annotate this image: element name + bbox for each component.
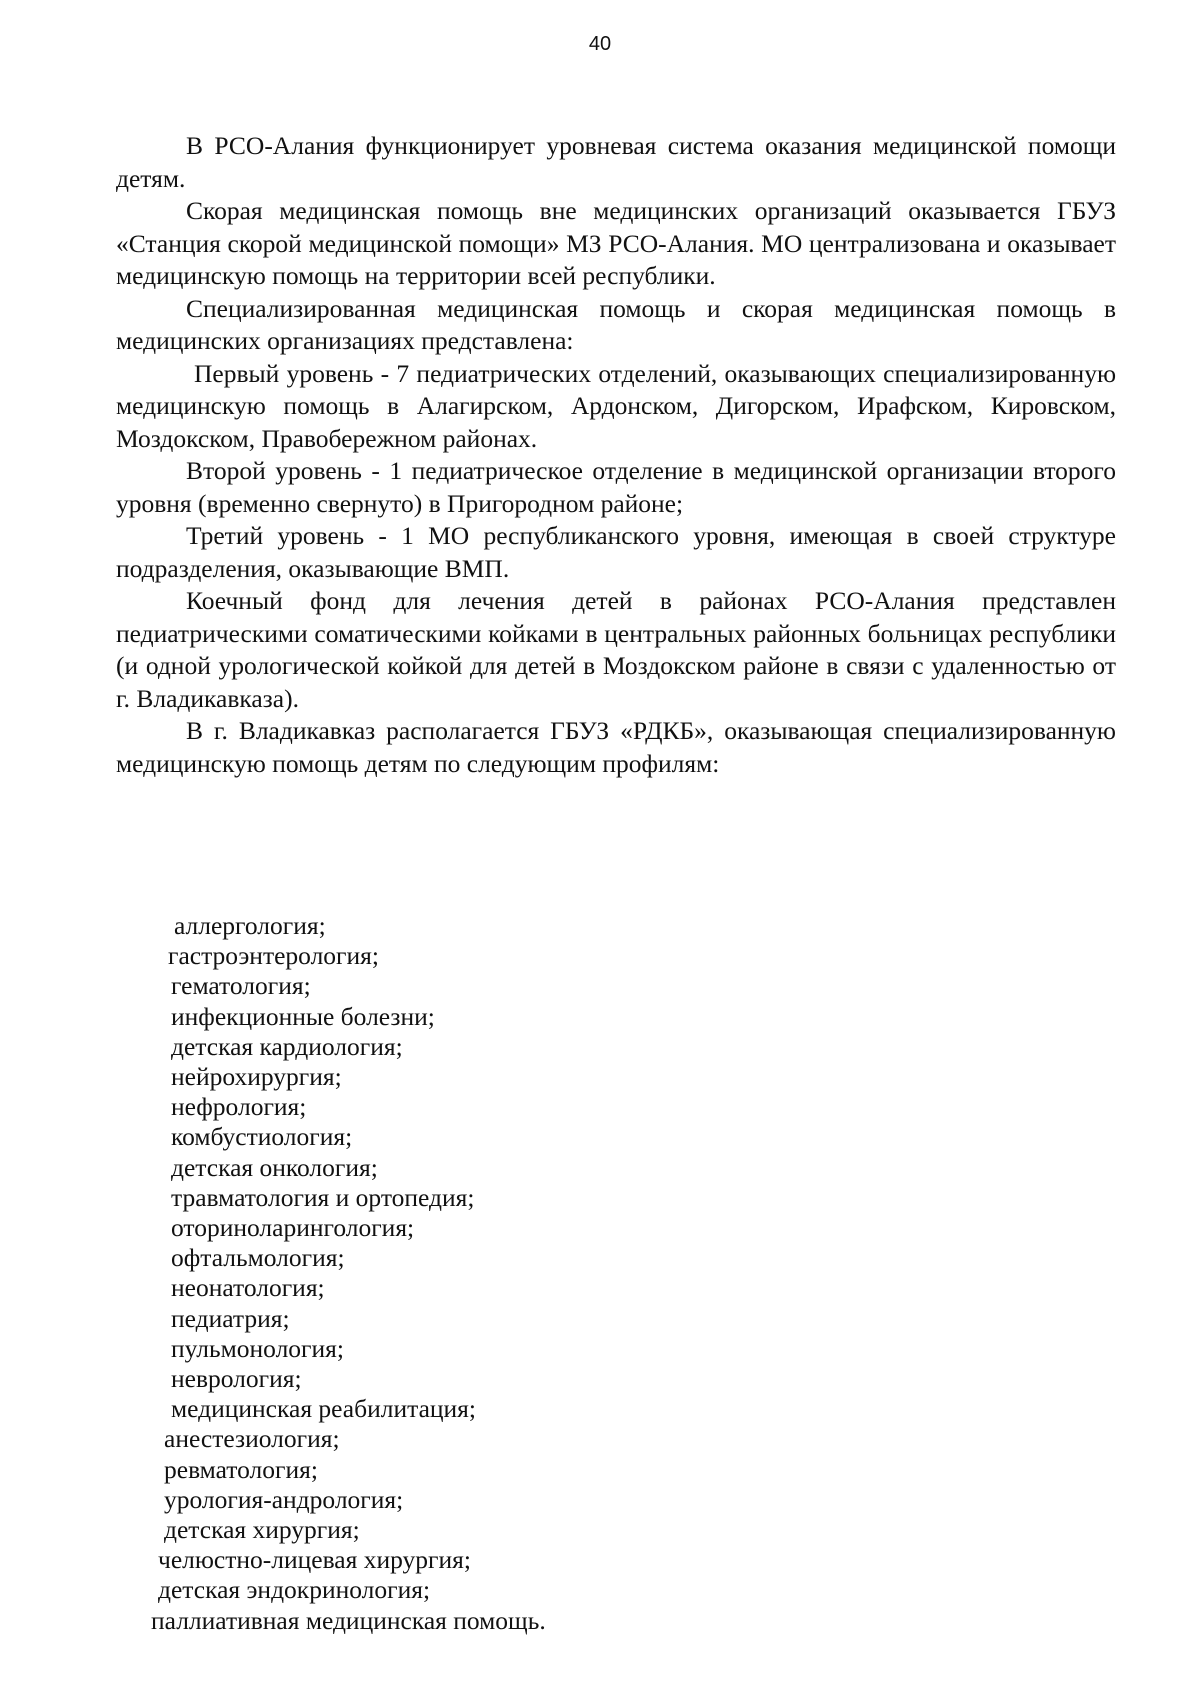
profile-item: инфекционные болезни; bbox=[171, 1001, 435, 1031]
profile-item: гастроэнтерология; bbox=[168, 941, 379, 971]
profile-item: травматология и ортопедия; bbox=[171, 1182, 475, 1212]
profile-item: неврология; bbox=[171, 1364, 302, 1393]
page-number: 40 bbox=[588, 33, 612, 55]
profile-item: урология-андрология; bbox=[164, 1484, 404, 1514]
paragraph-third-level: Третий уровень - 1 МО республиканского уровня, имеющая в своей структуре подразделения, оказывающие ВМП. bbox=[116, 521, 1116, 583]
paragraph-first-level: Первый уровень - 7 педиатрических отделений, оказывающих специализированную медицинскую помощь в Алагирском, Ардонском, Дигорском, Ирафском, Кировском, Моздокском, Правобережном районах. bbox=[116, 358, 1116, 453]
profile-item: аллергология; bbox=[174, 911, 326, 940]
paragraph-levels-intro: В РСО-Алания функционирует уровневая система оказания медицинской помощи детям. bbox=[116, 131, 1116, 193]
profile-item: оториноларингология; bbox=[171, 1213, 415, 1242]
profile-item: пульмонология; bbox=[171, 1333, 344, 1363]
paragraph-specialized-care: Специализированная медицинская помощь и скорая медицинская помощь в медицинских организациях представлена: bbox=[116, 293, 1116, 355]
profile-item: медицинская реабилитация; bbox=[171, 1394, 476, 1424]
paragraph-emergency-care: Скорая медицинская помощь вне медицинских организаций оказывается ГБУЗ «Станция скорой медицинской помощи» МЗ РСО-Алания. МО централизована и оказывает медицинскую помощь на территории всей республики. bbox=[116, 196, 1116, 290]
profile-item: анестезиология; bbox=[164, 1424, 340, 1454]
profile-item: офтальмология; bbox=[171, 1243, 345, 1273]
profile-item: челюстно-лицевая хирургия; bbox=[158, 1545, 471, 1575]
paragraph-rdkb: В г. Владикавказ располагается ГБУЗ «РДКБ», оказывающая специализированную медицинскую помощь детям по следующим профилям: bbox=[116, 716, 1116, 778]
body-text bbox=[116, 130, 1116, 1635]
profile-item: детская онкология; bbox=[171, 1152, 378, 1182]
profile-item: ревматология; bbox=[164, 1454, 318, 1484]
profile-item: нефрология; bbox=[171, 1092, 307, 1122]
paragraph-second-level: Второй уровень - 1 педиатрическое отделение в медицинской организации второго уровня (временно свернуто) в Пригородном районе; bbox=[116, 456, 1116, 518]
profile-item: педиатрия; bbox=[171, 1303, 290, 1333]
profile-item: детская хирургия; bbox=[164, 1515, 360, 1544]
profile-item: детская кардиология; bbox=[171, 1031, 403, 1061]
profile-item: нейрохирургия; bbox=[171, 1062, 342, 1091]
paragraph-bed-fund: Коечный фонд для лечения детей в районах РСО-Алания представлен педиатрическими соматическими койками в центральных районных больницах республики (и одной урологической койкой для детей в Моздокском районе в связи с удаленностью от г. Владикавказа). bbox=[116, 586, 1116, 713]
profile-item: гематология; bbox=[171, 971, 311, 1001]
profile-item: неонатология; bbox=[171, 1273, 325, 1303]
profile-item: паллиативная медицинская помощь. bbox=[151, 1605, 546, 1635]
profile-item: детская эндокринология; bbox=[158, 1575, 431, 1605]
profile-item: комбустиология; bbox=[171, 1122, 353, 1152]
